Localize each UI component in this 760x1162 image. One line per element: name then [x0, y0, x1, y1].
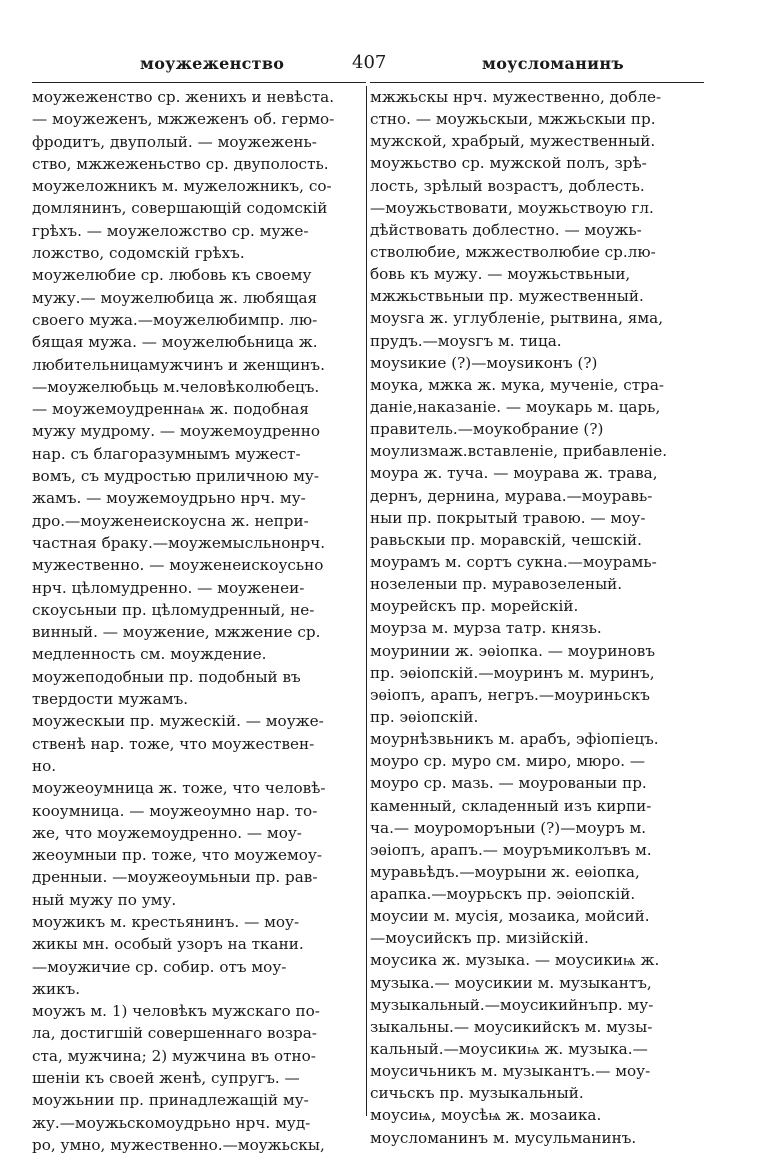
text-line: сичьскъ пр. музыкальный. [370, 1084, 584, 1103]
text-line: моука, мжка ж. мука, мученіе, стра- [370, 375, 665, 394]
text-line: моужикъ м. крестьянинъ. — моу- [32, 912, 300, 931]
text-line: нрч. цѣломудренно. — моуженеи- [32, 578, 305, 597]
text-line: мужественно. — моуженеискоусьно [32, 556, 324, 575]
text-line: — моужемоудреннаѩ ж. подобная [32, 400, 309, 419]
text-line: моужъ м. 1) человѣкъ мужскаго по- [32, 1002, 320, 1021]
text-line: жикы мн. особый узоръ на ткани. [32, 935, 304, 954]
text-line: моужеподобныи пр. подобный въ [32, 667, 301, 686]
text-line: твердости мужамъ. [32, 690, 189, 709]
text-line: винный. — моужение, мжжение ср. [32, 623, 321, 642]
text-line: жеоумныи пр. тоже, что моужемоу- [32, 846, 322, 865]
header-rule-right [370, 82, 704, 83]
text-line: кальный.—моусикиѩ ж. музыка.— [370, 1040, 648, 1059]
text-line: дренныи. —моужеоумьныи пр. рав- [32, 868, 318, 887]
text-line: пр. эѳіопскій.—моуринъ м. муринъ, [370, 663, 655, 682]
text-line: моуѕикие (?)—моуѕиконъ (?) [370, 353, 598, 372]
text-line: ственѣ нар. тоже, что моужествен- [32, 734, 315, 753]
text-line: моулизмаж.вставленіе, прибавленіе. [370, 442, 668, 461]
text-line: стволюбие, мжжестволюбие ср.лю- [370, 242, 656, 261]
text-line: музыка.— моусикии м. музыкантъ, [370, 973, 652, 992]
text-line: фродитъ, двуполый. — моужежень- [32, 132, 317, 151]
text-line: моужескыи пр. мужескій. — моуже- [32, 712, 324, 731]
text-line: ство, мжжеженьство ср. двуполость. [32, 154, 329, 173]
left-column [32, 86, 366, 1156]
text-line: грѣхъ. — моужеложство ср. муже- [32, 221, 309, 240]
text-line: правитель.—моукобрание (?) [370, 420, 604, 439]
text-line: моужелюбие ср. любовь къ своему [32, 266, 312, 285]
text-line: муравьѣдъ.—моурыни ж. еѳіопка, [370, 862, 640, 881]
text-line: моуринии ж. эѳіопка. — моуриновъ [370, 641, 656, 660]
text-line: моусичьникъ м. музыкантъ.— моу- [370, 1062, 651, 1081]
text-line: прудъ.—моуѕгъ м. тица. [370, 331, 562, 350]
text-line: ча.— моуроморъныи (?)—моуръ м. [370, 818, 647, 837]
right-column [370, 86, 704, 1149]
header-right-guide-word: моусломанинъ [482, 54, 624, 73]
text-line: эѳіопъ, арапъ.— моуръмиколъвъ м. [370, 840, 652, 859]
text-line: же, что моужемоудренно. — моу- [32, 823, 302, 842]
text-line: моуро ср. мазь. — моурованыи пр. [370, 774, 647, 793]
text-line: но. [32, 756, 57, 775]
text-line: лость, зрѣлый возрастъ, доблесть. [370, 176, 645, 195]
text-line: ла, достигшій совершеннаго возра- [32, 1024, 317, 1043]
text-line: мжжьствьныи пр. мужественный. [370, 287, 644, 306]
text-line: моужеоумница ж. тоже, что человѣ- [32, 779, 326, 798]
text-line: частная браку.—моужемысльнонрч. [32, 533, 326, 552]
text-line: моусиѩ, моусѣѩ ж. мозаика. [370, 1106, 602, 1125]
text-line: моурейскъ пр. морейскій. [370, 597, 579, 616]
text-line: моусломанинъ м. мусульманинъ. [370, 1128, 637, 1147]
column-divider [366, 86, 367, 1116]
text-line: моужьство ср. мужской полъ, зрѣ- [370, 154, 647, 173]
text-line: равьскыи пр. моравскій, чешскій. [370, 530, 643, 549]
text-line: моура ж. туча. — моурава ж. трава, [370, 464, 658, 483]
text-line: —моужьствовати, моужьствоую гл. [370, 198, 654, 217]
header-rule-left [32, 82, 366, 83]
text-line: дро.—моуженеискоусна ж. непри- [32, 511, 309, 530]
text-line: моурамъ м. сортъ сукна.—моурамь- [370, 552, 657, 571]
text-line: ста, мужчина; 2) мужчина въ отно- [32, 1046, 316, 1065]
text-line: дѣйствовать доблестно. — моужь- [370, 220, 642, 239]
text-line: моурза м. мурза татр. князь. [370, 619, 602, 638]
text-line: мужу.— моужелюбица ж. любящая [32, 288, 318, 307]
page-number: 407 [352, 52, 387, 73]
text-line: — моужеженъ, мжжеженъ об. гермо- [32, 110, 335, 129]
text-line: стно. — моужьскыи, мжжьскыи пр. [370, 110, 656, 129]
text-line: вомъ, съ мудростью приличною му- [32, 467, 319, 486]
text-line: ный мужу по уму. [32, 890, 177, 909]
text-line: жикъ. [32, 979, 81, 998]
text-line: зыкальны.— моусикийскъ м. музы- [370, 1017, 653, 1036]
text-line: моусии м. мусія, мозаика, мойсий. [370, 907, 650, 926]
text-line: мужу мудрому. — моужемоудренно [32, 422, 321, 441]
text-line: моуѕга ж. углубленіе, рытвина, яма, [370, 309, 664, 328]
text-line: —моужичие ср. собир. отъ моу- [32, 957, 287, 976]
header-left-guide-word: моужеженство [140, 54, 285, 73]
text-line: дернъ, дернина, мурава.—моуравь- [370, 486, 653, 505]
text-line: медленность см. моуждение. [32, 645, 267, 664]
text-line: моужеженство ср. женихъ и невѣста. [32, 88, 335, 106]
text-line: своего мужа.—моужелюбимпр. лю- [32, 310, 318, 329]
text-line: скоусьныи пр. цѣломудренный, не- [32, 600, 315, 619]
text-line: моусика ж. музыка. — моусикиѩ ж. [370, 951, 660, 970]
text-line: арапка.—моурьскъ пр. эѳіопскій. [370, 885, 636, 904]
text-line: нозеленыи пр. муравозеленый. [370, 575, 623, 594]
text-line: —моужелюбьць м.человѣколюбецъ. [32, 377, 320, 396]
text-line: моужеложникъ м. мужеложникъ, со- [32, 177, 332, 196]
text-line: жу.—моужьскомоудрьно нрч. муд- [32, 1113, 311, 1132]
text-line: бовь къ мужу. — моужьствьныи, [370, 265, 631, 284]
text-line: мжжьскы нрч. мужественно, добле- [370, 88, 662, 106]
text-line: бящая мужа. — моужелюбьница ж. [32, 333, 318, 352]
text-line: ныи пр. покрытый травою. — моу- [370, 508, 646, 527]
text-line: любительницамужчинъ и женщинъ. [32, 355, 325, 374]
text-line: даніе,наказаніе. — моукарь м. царь, [370, 397, 661, 416]
text-line: моурнѣзвьникъ м. арабъ, эфіопіецъ. [370, 730, 659, 749]
text-line: каменный, складенный изъ кирпи- [370, 796, 652, 815]
text-line: кооумница. — моужеоумно нар. то- [32, 801, 318, 820]
text-line: домлянинъ, совершающій содомскій [32, 199, 328, 218]
text-line: ро, умно, мужественно.—моужьскы, [32, 1135, 325, 1154]
text-line: мужской, храбрый, мужественный. [370, 132, 656, 151]
text-line: музыкальный.—моусикийнъпр. му- [370, 995, 654, 1014]
text-line: эѳіопъ, арапъ, негръ.—моуриньскъ [370, 685, 650, 704]
text-line: ложство, содомскій грѣхъ. [32, 244, 245, 263]
text-line: шеніи къ своей женѣ, супругъ. — [32, 1069, 300, 1088]
text-line: пр. эѳіопскій. [370, 707, 479, 726]
text-line: жамъ. — моужемоудрьно нрч. му- [32, 489, 306, 508]
page-header [30, 50, 730, 78]
text-line: моужьнии пр. принадлежащій му- [32, 1091, 309, 1110]
text-line: —моусийскъ пр. мизійскій. [370, 929, 589, 948]
text-line: нар. съ благоразумнымъ мужест- [32, 444, 301, 463]
text-line: моуро ср. муро см. миро, мюро. — [370, 752, 646, 771]
